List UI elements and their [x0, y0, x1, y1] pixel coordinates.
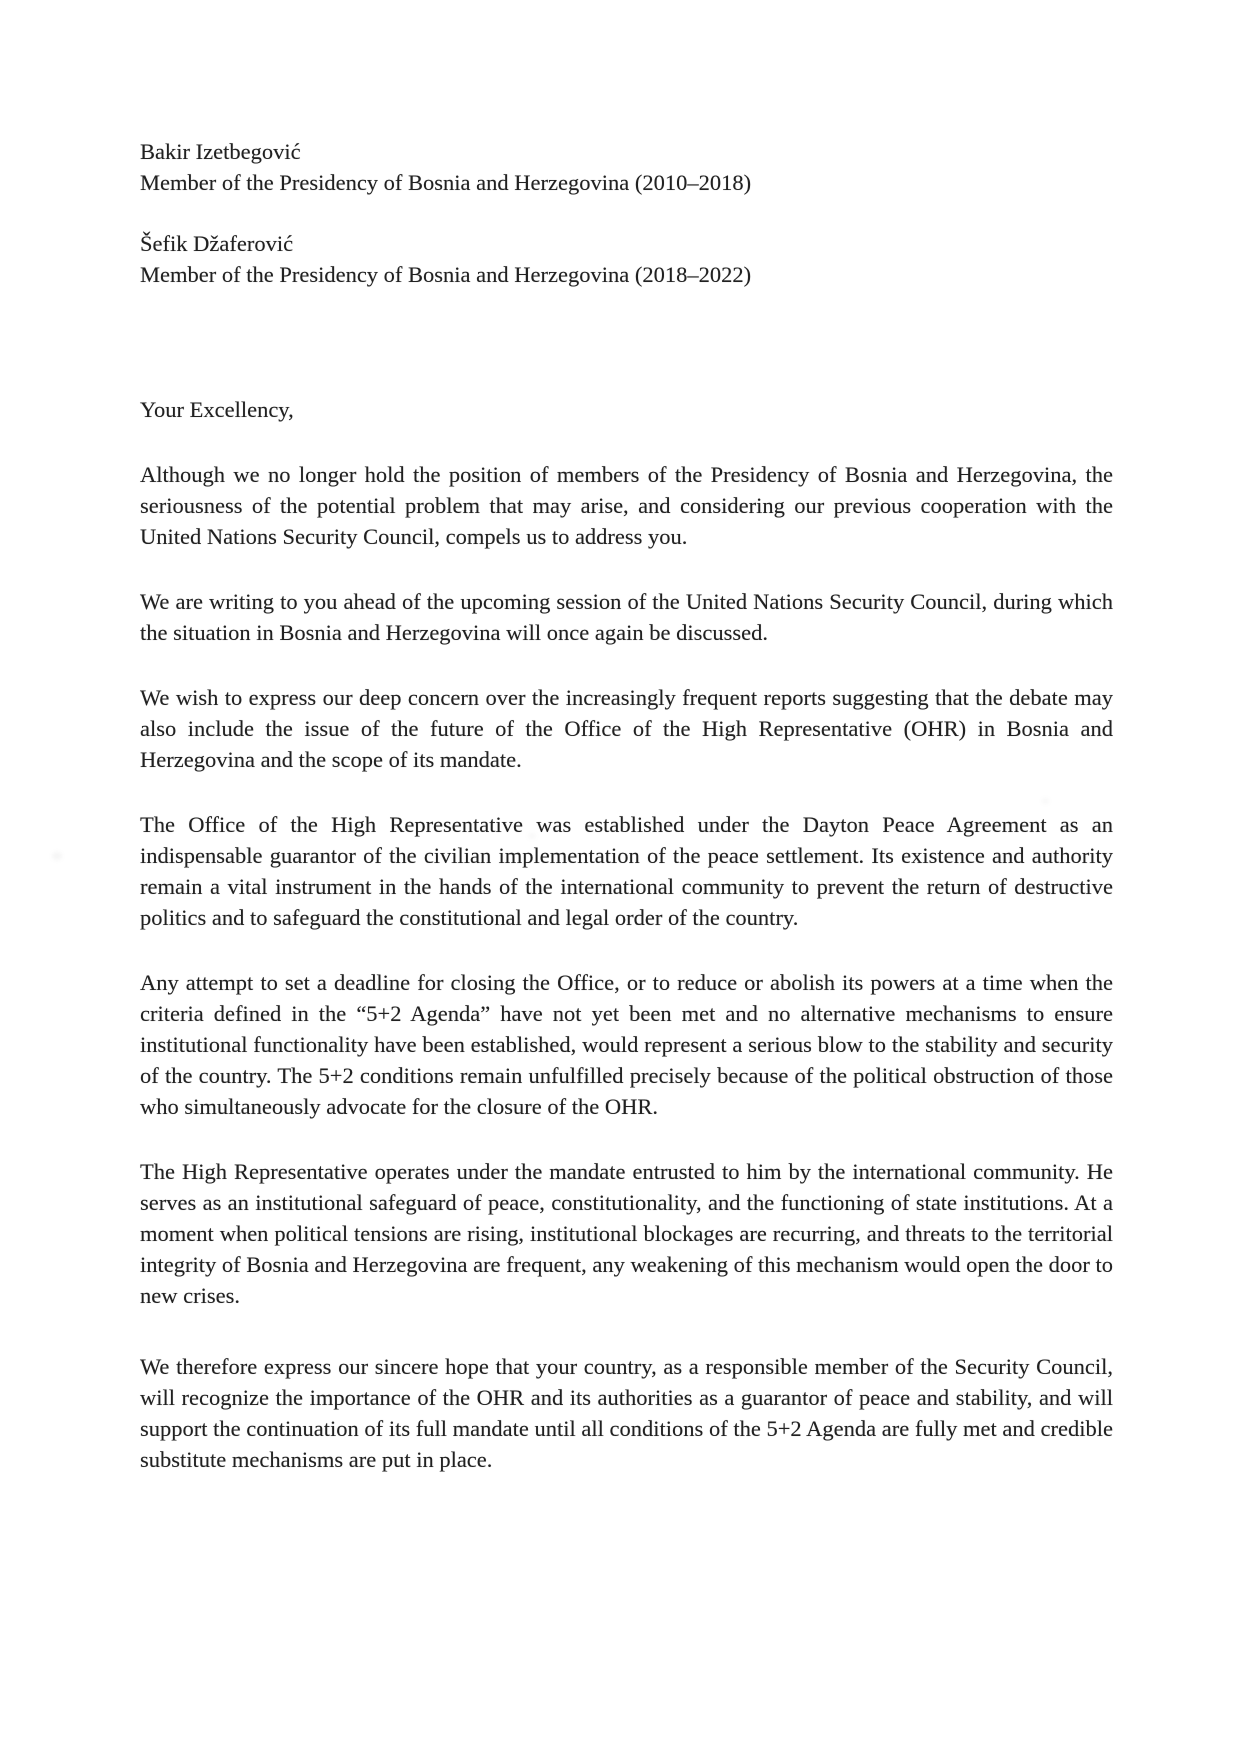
sender-block-dzaferovic — [140, 228, 1113, 290]
sender-block-izetbegovic — [140, 136, 1113, 198]
body-paragraph-6: The High Representative operates under the mandate entrusted to him by the international community. He serves as an institutional safeguard of peace, constitutionality, and the functioning of state institutions. At a moment when political tensions are rising, institutional blockages are recurring, and threats to the territorial integrity of Bosnia and Herzegovina are frequent, any weakening of this mechanism would open the door to new crises. — [140, 1159, 1113, 1308]
body-paragraph-1: Although we no longer hold the position of members of the Presidency of Bosnia and Herzegovina, the seriousness of the potential problem that may arise, and considering our previous cooperation with the United Nations Security Council, compels us to address you. — [140, 462, 1113, 549]
sender-title: Member of the Presidency of Bosnia and Herzegovina (2010–2018) — [140, 170, 752, 195]
sender-name: Bakir Izetbegović — [140, 139, 301, 164]
sender-info — [140, 136, 1113, 290]
body-paragraph-3: We wish to express our deep concern over the increasingly frequent reports suggesting that the debate may also include the issue of the future of the Office of the High Representative (OHR) in Bosnia and Herzegovina and the scope of its mandate. — [140, 685, 1113, 772]
scan-artifact — [1042, 798, 1049, 804]
sender-name: Šefik Džaferović — [140, 231, 294, 256]
scan-artifact — [52, 852, 62, 860]
body-paragraph-5: Any attempt to set a deadline for closing the Office, or to reduce or abolish its powers at a time when the criteria defined in the “5+2 Agenda” have not yet been met and no alternative mechanisms to ensure institutional functionality have been established, would represent a serious blow to the stability and security of the country. The 5+2 conditions remain unfulfilled precisely because of the political obstruction of those who simultaneously advocate for the closure of the OHR. — [140, 970, 1113, 1119]
body-paragraph-7: We therefore express our sincere hope that your country, as a responsible member of the Security Council, will recognize the importance of the OHR and its authorities as a guarantor of peace and stability, and will support the continuation of its full mandate until all conditions of the 5+2 Agenda are fully met and credible substitute mechanisms are put in place. — [140, 1354, 1113, 1472]
body-paragraph-4: The Office of the High Representative was established under the Dayton Peace Agreement as an indispensable guarantor of the civilian implementation of the peace settlement. Its existence and authority remain a vital instrument in the hands of the international community to prevent the return of destructive politics and to safeguard the constitutional and legal order of the country. — [140, 812, 1113, 930]
sender-title: Member of the Presidency of Bosnia and Herzegovina (2018–2022) — [140, 262, 752, 287]
salutation: Your Excellency, — [140, 397, 294, 422]
body-paragraph-2: We are writing to you ahead of the upcoming session of the United Nations Security Council, during which the situation in Bosnia and Herzegovina will once again be discussed. — [140, 589, 1113, 645]
